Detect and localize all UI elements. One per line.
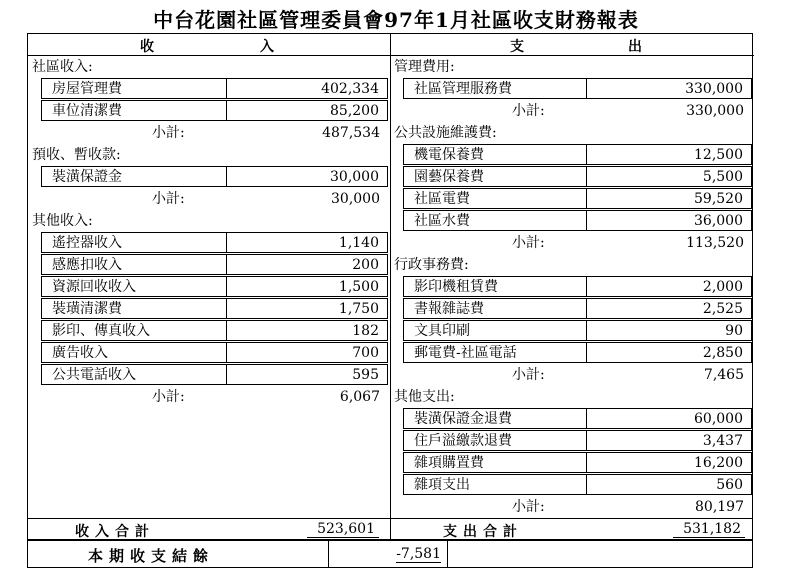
expense-item-label: 影印機租賃費 — [403, 276, 587, 297]
expense-item-label: 園藝保養費 — [403, 166, 587, 187]
expense-item-row — [28, 452, 743, 474]
expense-item-value: 59,520 — [587, 188, 752, 209]
expense-item-label: 雜項支出 — [403, 474, 587, 495]
income-subtotal-value: 6,067 — [339, 389, 380, 405]
income-section-name: 社區收入: — [32, 59, 93, 75]
income-item-label: 資源回收收入 — [41, 276, 227, 297]
expense-item-value: 330,000 — [587, 78, 752, 99]
income-item-value: 182 — [227, 320, 388, 341]
expense-item-row — [28, 188, 743, 210]
income-item-label: 車位清潔費 — [41, 100, 227, 121]
expense-item-value: 90 — [587, 320, 752, 341]
income-item-value: 595 — [227, 364, 388, 385]
income-item-label: 遙控器收入 — [41, 232, 227, 253]
expense-item-row — [28, 320, 743, 342]
income-item-label: 廣告收入 — [41, 342, 227, 363]
expense-subtotal-value: 7,465 — [703, 367, 744, 383]
income-item-label: 裝潢保證金 — [41, 166, 227, 187]
balance-label: 本期收支結餘 — [88, 547, 215, 565]
income-item-value: 700 — [227, 342, 388, 363]
expense-item-label: 文具印刷 — [403, 320, 587, 341]
income-total-label: 收入合計 — [75, 524, 155, 540]
expense-item-row — [28, 408, 743, 430]
totals-row — [27, 518, 753, 541]
expense-total-value: 531,182 — [651, 521, 745, 537]
income-subtotal-label: 小計: — [152, 191, 185, 207]
expense-item-value: 2,000 — [587, 276, 752, 297]
expense-item-row — [28, 276, 743, 298]
income-item-label: 房屋管理費 — [41, 78, 227, 99]
income-item-value: 85,200 — [227, 100, 388, 121]
expense-item-label: 裝潢保證金退費 — [403, 408, 587, 429]
income-subtotal-value: 30,000 — [331, 191, 380, 207]
income-item-label: 公共電話收入 — [41, 364, 227, 385]
expense-item-value: 560 — [587, 474, 752, 495]
expense-item-row — [28, 210, 743, 232]
expense-item-row — [28, 474, 743, 496]
expense-item-row — [28, 298, 743, 320]
income-item-row — [28, 232, 390, 254]
income-header — [28, 34, 390, 56]
expense-item-value: 2,525 — [587, 298, 752, 319]
expense-subtotal-label: 小計: — [512, 499, 545, 515]
income-header-char-1: 收 — [140, 39, 154, 55]
income-item-value: 1,750 — [227, 298, 388, 319]
expense-item-row — [28, 166, 743, 188]
expense-header-char-2: 出 — [628, 39, 642, 55]
income-subtotal-label: 小計: — [152, 125, 185, 141]
balance-row — [27, 540, 753, 568]
income-item-value: 1,140 — [227, 232, 388, 253]
income-item-value: 402,334 — [227, 78, 388, 99]
expense-subtotal-label: 小計: — [512, 235, 545, 251]
income-section-name: 預收、暫收款: — [32, 147, 121, 163]
expense-subtotal-label: 小計: — [512, 367, 545, 383]
expense-item-value: 5,500 — [587, 166, 752, 187]
balance-value: -7,581 — [328, 541, 448, 567]
expense-item-value: 3,437 — [587, 430, 752, 451]
expense-item-label: 郵電費-社區電話 — [403, 342, 587, 363]
expense-item-value: 16,200 — [587, 452, 752, 473]
expense-item-label: 住戶溢繳款退費 — [403, 430, 587, 451]
expense-subtotal-label: 小計: — [512, 103, 545, 119]
expense-header-char-1: 支 — [510, 39, 524, 55]
expense-item-value: 36,000 — [587, 210, 752, 231]
expense-subtotal-value: 113,520 — [686, 235, 744, 251]
expense-item-row — [28, 342, 743, 364]
income-item-label: 影印、傳真收入 — [41, 320, 227, 341]
expense-item-row — [28, 430, 743, 452]
expense-item-label: 書報雜誌費 — [403, 298, 587, 319]
income-item-label: 感應扣收入 — [41, 254, 227, 275]
income-item-row — [28, 364, 390, 386]
income-header-char-2: 入 — [260, 39, 274, 55]
income-item-value: 1,500 — [227, 276, 388, 297]
report-title: 中台花園社區管理委員會97年1月社區收支財務報表 — [153, 8, 639, 32]
expense-item-label: 社區電費 — [403, 188, 587, 209]
expense-total-label: 支出合計 — [443, 524, 523, 540]
expense-item-label: 社區管理服務費 — [403, 78, 587, 99]
expense-section-name: 其他支出: — [394, 389, 455, 405]
income-subtotal-label: 小計: — [152, 389, 185, 405]
expense-item-label: 雜項購置費 — [403, 452, 587, 473]
expense-item-value: 60,000 — [587, 408, 752, 429]
expense-subtotal-value: 330,000 — [686, 103, 744, 119]
report-table — [27, 33, 753, 540]
income-section-name: 其他收入: — [32, 213, 93, 229]
income-item-value: 30,000 — [227, 166, 388, 187]
income-item-value: 200 — [227, 254, 388, 275]
expense-section-name: 公共設施維護費: — [394, 125, 497, 141]
expense-item-label: 機電保養費 — [403, 144, 587, 165]
income-subtotal-value: 487,534 — [322, 125, 380, 141]
expense-subtotal-value: 80,197 — [695, 499, 744, 515]
expense-item-value: 12,500 — [587, 144, 752, 165]
income-total-value: 523,601 — [289, 521, 379, 537]
expense-section-name: 管理費用: — [394, 59, 455, 75]
expense-header — [390, 34, 754, 56]
expense-item-row — [28, 78, 743, 100]
income-item-label: 裝璜清潔費 — [41, 298, 227, 319]
income-item-row — [28, 100, 390, 122]
expense-item-value: 2,850 — [587, 342, 752, 363]
expense-item-row — [28, 144, 743, 166]
income-item-row — [28, 254, 390, 276]
expense-item-label: 社區水費 — [403, 210, 587, 231]
expense-section-name: 行政事務費: — [394, 257, 469, 273]
